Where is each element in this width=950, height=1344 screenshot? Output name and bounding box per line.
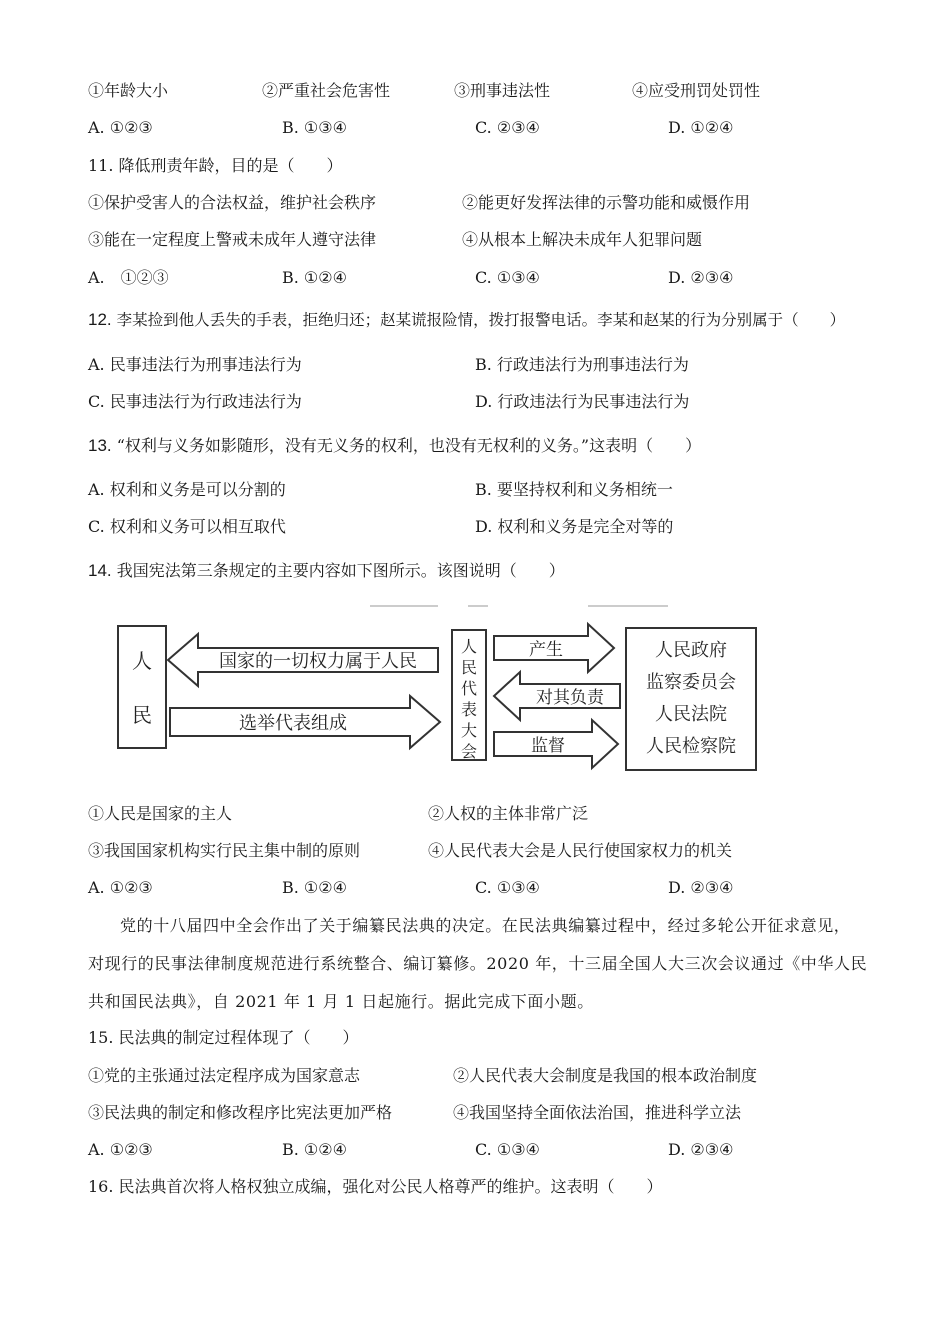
q13-option-a[interactable]: A. 权利和义务是可以分割的 bbox=[88, 480, 286, 499]
npc-char-5: 大 bbox=[460, 721, 478, 740]
q12-stem: 李某捡到他人丢失的手表，拒绝归还；赵某谎报险情，拨打报警电话。李某和赵某的行为分别属于（ ） bbox=[116, 311, 846, 329]
q12-option-d[interactable]: D. 行政违法行为民事违法行为 bbox=[475, 392, 690, 411]
passage-line-1: 党的十八届四中全会作出了关于编纂民法典的决定。在民法典编纂过程中，经过多轮公开征求意见， bbox=[120, 916, 851, 935]
organ-supervisory-commission: 监察委员会 bbox=[646, 672, 736, 693]
q10-option-c[interactable]: C. ②③④ bbox=[475, 118, 540, 137]
npc-char-6: 会 bbox=[460, 742, 478, 761]
q11-item-2: ②能更好发挥法律的示警功能和威慑作用 bbox=[462, 193, 751, 212]
npc-char-1: 人 bbox=[460, 637, 478, 656]
q11-option-b[interactable]: B. ①②④ bbox=[282, 268, 347, 287]
q14-stem-line bbox=[88, 560, 565, 582]
question-number: 16. bbox=[88, 1177, 114, 1196]
q14-item-2: ②人权的主体非常广泛 bbox=[428, 804, 589, 823]
question-number: 13. bbox=[88, 436, 112, 455]
q13-stem-line bbox=[88, 435, 701, 457]
npc-char-4: 表 bbox=[460, 700, 478, 719]
q15-item-1: ①党的主张通过法定程序成为国家意志 bbox=[88, 1066, 361, 1085]
q10-item-3: ③刑事违法性 bbox=[454, 81, 551, 100]
q11-option-d[interactable]: D. ②③④ bbox=[668, 268, 734, 287]
q13-option-b[interactable]: B. 要坚持权利和义务相统一 bbox=[475, 480, 673, 499]
arrow-power-label: 国家的一切权力属于人民 bbox=[219, 651, 417, 672]
q13-stem: “权利与义务如影随形，没有无义务的权利，也没有无权利的义务。”这表明（ ） bbox=[116, 436, 702, 455]
organ-government: 人民政府 bbox=[655, 640, 727, 661]
q13-option-c[interactable]: C. 权利和义务可以相互取代 bbox=[88, 517, 286, 536]
constitution-diagram bbox=[108, 600, 788, 780]
q14-item-4: ④人民代表大会是人民行使国家权力的机关 bbox=[428, 841, 733, 860]
q12-option-c[interactable]: C. 民事违法行为行政违法行为 bbox=[88, 392, 302, 411]
question-number: 14. bbox=[88, 561, 112, 580]
npc-char-2: 民 bbox=[460, 658, 478, 677]
q11-stem-line bbox=[88, 155, 343, 177]
q15-stem: 民法典的制定过程体现了（ ） bbox=[118, 1028, 359, 1047]
passage-line-2: 对现行的民事法律制度规范进行系统整合、编订纂修。2020 年，十三届全国人大三次会议通过《中华人民 bbox=[88, 954, 868, 973]
q15-item-2: ②人民代表大会制度是我国的根本政治制度 bbox=[453, 1066, 758, 1085]
question-number: 11. bbox=[88, 156, 114, 175]
q14-option-b[interactable]: B. ①②④ bbox=[282, 878, 347, 897]
q15-option-b[interactable]: B. ①②④ bbox=[282, 1140, 347, 1159]
q15-item-3: ③民法典的制定和修改程序比宪法更加严格 bbox=[88, 1103, 393, 1122]
q14-option-a[interactable]: A. ①②③ bbox=[88, 878, 153, 897]
q15-item-4: ④我国坚持全面依法治国，推进科学立法 bbox=[453, 1103, 742, 1122]
q14-item-3: ③我国国家机构实行民主集中制的原则 bbox=[88, 841, 361, 860]
organ-procuratorate: 人民检察院 bbox=[646, 736, 736, 757]
npc-char-3: 代 bbox=[460, 679, 478, 698]
passage-line-3: 共和国民法典》，自 2021 年 1 月 1 日起施行。据此完成下面小题。 bbox=[88, 992, 594, 1011]
q11-item-3: ③能在一定程度上警戒未成年人遵守法律 bbox=[88, 230, 377, 249]
q10-option-b[interactable]: B. ①③④ bbox=[282, 118, 347, 137]
q10-item-2: ②严重社会危害性 bbox=[262, 81, 391, 100]
q14-stem: 我国宪法第三条规定的主要内容如下图所示。该图说明（ ） bbox=[116, 561, 565, 580]
q10-item-4: ④应受刑罚处罚性 bbox=[632, 81, 761, 100]
q16-stem-line bbox=[88, 1176, 663, 1198]
q11-item-1: ①保护受害人的合法权益，维护社会秩序 bbox=[88, 193, 377, 212]
q15-stem-line bbox=[88, 1027, 359, 1049]
organ-court: 人民法院 bbox=[655, 704, 727, 725]
q15-option-c[interactable]: C. ①③④ bbox=[475, 1140, 540, 1159]
people-box bbox=[118, 626, 166, 748]
q13-option-d[interactable]: D. 权利和义务是完全对等的 bbox=[475, 517, 674, 536]
q11-option-c[interactable]: C. ①③④ bbox=[475, 268, 540, 287]
q14-option-c[interactable]: C. ①③④ bbox=[475, 878, 540, 897]
q11-stem: 降低刑责年龄，目的是（ ） bbox=[118, 156, 343, 175]
q10-option-d[interactable]: D. ①②④ bbox=[668, 118, 734, 137]
question-number: 12. bbox=[88, 310, 112, 329]
q15-option-a[interactable]: A. ①②③ bbox=[88, 1140, 153, 1159]
q10-item-1: ①年龄大小 bbox=[88, 81, 169, 100]
reading-passage bbox=[88, 907, 868, 1021]
arrow-supervise-label: 监督 bbox=[531, 736, 565, 756]
arrow-produce-label: 产生 bbox=[529, 640, 563, 660]
q12-option-a[interactable]: A. 民事违法行为刑事违法行为 bbox=[88, 355, 302, 374]
q15-option-d[interactable]: D. ②③④ bbox=[668, 1140, 734, 1159]
arrow-responsible-label: 对其负责 bbox=[536, 688, 604, 708]
q14-option-d[interactable]: D. ②③④ bbox=[668, 878, 734, 897]
q11-item-4: ④从根本上解决未成年人犯罪问题 bbox=[462, 230, 703, 249]
q14-item-1: ①人民是国家的主人 bbox=[88, 804, 233, 823]
people-char-1: 人 bbox=[132, 649, 152, 673]
q10-option-a[interactable]: A. ①②③ bbox=[88, 118, 153, 137]
q11-option-a[interactable]: A. ①②③ bbox=[88, 268, 169, 287]
q12-option-b[interactable]: B. 行政违法行为刑事违法行为 bbox=[475, 355, 689, 374]
q12-stem-line bbox=[88, 309, 845, 331]
question-number: 15. bbox=[88, 1028, 114, 1047]
people-char-2: 民 bbox=[132, 703, 152, 727]
q16-stem: 民法典首次将人格权独立成编，强化对公民人格尊严的维护。这表明（ ） bbox=[118, 1177, 663, 1196]
arrow-elect-label: 选举代表组成 bbox=[239, 713, 347, 734]
